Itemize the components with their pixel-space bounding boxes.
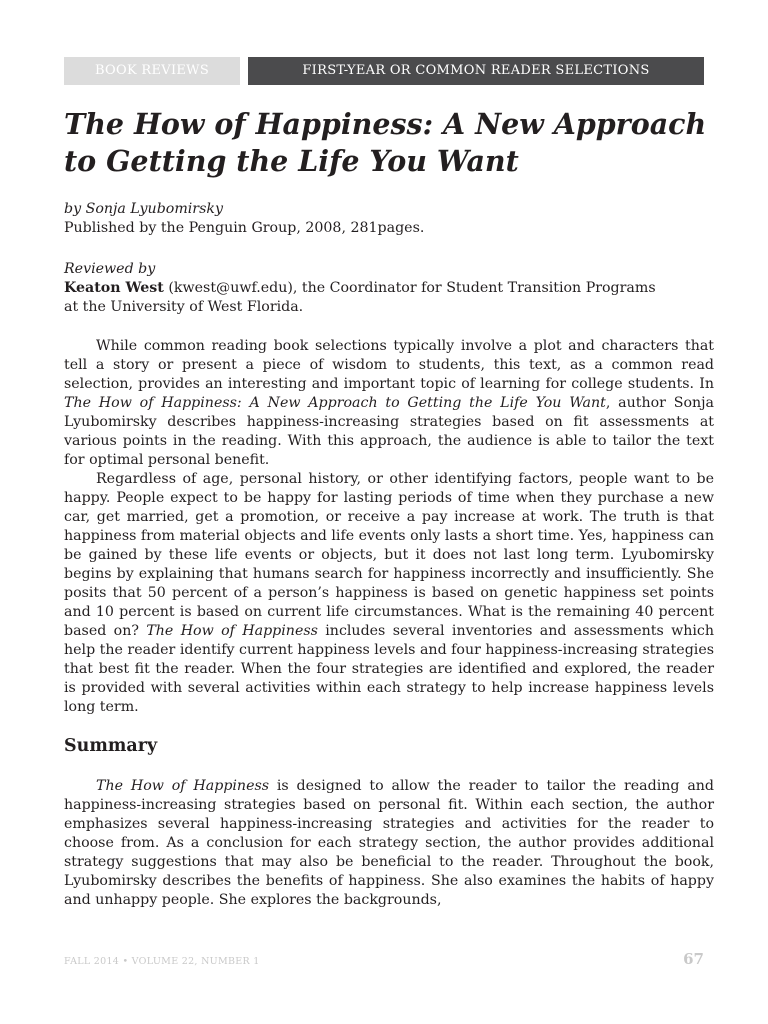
paragraph-3 (64, 777, 714, 910)
paragraph-1-text-a: While common reading book selections typically involve a plot and characters that tell a story or present a piece of wisdom to students, this text, as a common read selection, provides an interesting and important topic of learning for college students. In (64, 338, 714, 392)
reviewer-line (64, 279, 714, 298)
paragraph-1 (64, 337, 714, 470)
reviewed-by-label: Reviewed by (64, 261, 156, 277)
reviewer-info (64, 260, 714, 317)
paragraph-1-text-b: , author Sonja Lyubomirsky describes happiness-increasing strategies based on fit assessments at various points in the reading. With this approach, the audience is able to tailor the text for optimal personal benefit. (64, 395, 714, 468)
paragraph-2-text-b: includes several inventories and assessments which help the reader identify current happiness levels and four happiness-increasing strategies that best fit the reader. When the four strategies are identified and explored, the reader is provided with several activities within each strategy to help increase happiness levels long term. (64, 623, 715, 715)
article-body (64, 337, 714, 717)
tab-book-reviews: BOOK REVIEWS (64, 57, 240, 85)
summary-body (64, 777, 714, 910)
paragraph-2 (64, 470, 714, 717)
issue-info: FALL 2014 • VOLUME 22, NUMBER 1 (64, 956, 260, 967)
paragraph-2-text-a: Regardless of age, personal history, or other identifying factors, people want to be happy. People expect to be happy for lasting periods of time when they purchase a new car, get married, get a promotion, or receive a pay increase at work. The truth is that happiness from material objects and life events only lasts a short time. Yes, happiness can be gained by these life events or objects, but it does not last long term. Lyubomirsky begins by explaining that humans search for happiness incorrectly and insufficiently. She posits that 50 percent of a person’s happiness is based on genetic happiness set points and 10 percent is based on current life circumstances. What is the remaining 40 percent based on? (64, 471, 714, 639)
summary-heading: Summary (64, 736, 158, 756)
book-title-reference: The How of Happiness (146, 623, 318, 639)
title-line-2: to Getting the Life You Want (64, 144, 519, 178)
article-title (64, 106, 724, 180)
paragraph-3-text: is designed to allow the reader to tailor the reading and happiness-increasing strategies based on personal fit. Within each section, the author emphasizes several happiness-increasing strategies and activities for the reader to choose from. As a conclusion for each strategy section, the author provides additional strategy suggestions that may also be beneficial to the reader. Throughout the book, Lyubomirsky describes the benefits of happiness. She also examines the habits of happy and unhappy people. She explores the backgrounds, (64, 778, 714, 908)
book-title-reference: The How of Happiness: A New Approach to Getting the Life You Want (64, 395, 606, 411)
title-line-1: The How of Happiness: A New Approach (64, 107, 707, 141)
publisher-line: Published by the Penguin Group, 2008, 281pages. (64, 220, 425, 236)
byline: by Sonja Lyubomirsky (64, 201, 223, 217)
page-number: 67 (683, 950, 704, 968)
book-title-reference: The How of Happiness (96, 778, 270, 794)
reviewer-affiliation: at the University of West Florida. (64, 299, 304, 315)
reviewer-description: (kwest@uwf.edu), the Coordinator for Student Transition Programs (163, 280, 656, 296)
tab-first-year-selections: FIRST-YEAR OR COMMON READER SELECTIONS (248, 57, 704, 85)
tab-divider (240, 57, 248, 85)
book-info (64, 200, 714, 238)
reviewer-name: Keaton West (64, 280, 164, 296)
section-tabs (64, 57, 704, 85)
